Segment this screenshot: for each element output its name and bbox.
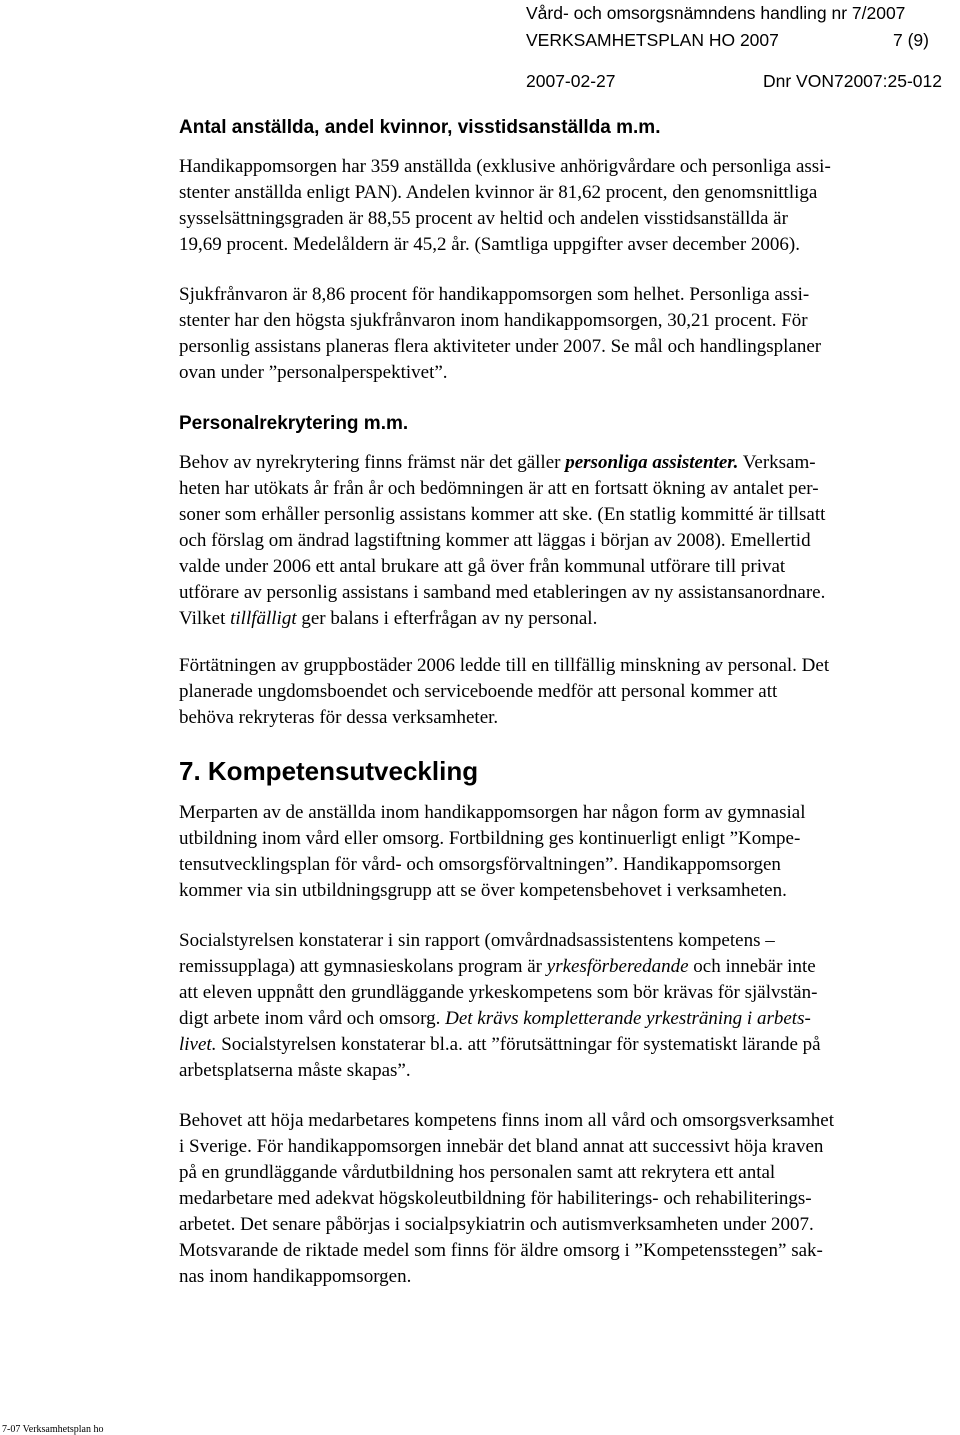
text-line: och förslag om ändrad lagstiftning kommer att läggas i början av 2008). Emellertid xyxy=(179,530,811,551)
text-line: Behovet att höja medarbetares kompetens finns inom all vård och omsorgsverksamhet xyxy=(179,1110,834,1131)
text-line: soner som erhåller personlig assistans kommer att ske. (En statlig kommitté är tillsatt xyxy=(179,504,826,525)
text-line: arbetet. Det senare påbörjas i socialpsykiatrin och autismverksamheten under 2007. xyxy=(179,1214,814,1235)
paragraph-sick-leave xyxy=(179,282,821,386)
text-line: kommer via sin utbildningsgrupp att se över kompetensbehovet i verksamheten. xyxy=(179,880,787,901)
text-line xyxy=(179,954,821,980)
paragraph-education-level xyxy=(179,800,805,904)
text-run: Vilket xyxy=(179,608,231,629)
text-run: Verksam- xyxy=(738,452,816,473)
diary-number: Dnr VON72007:25-012 xyxy=(763,71,942,91)
paragraph-social-board-report xyxy=(179,928,821,1084)
section-heading-staff: Antal anställda, andel kvinnor, visstidsanställda m.m. xyxy=(179,117,661,138)
text-line: medarbetare med adekvat högskoleutbildning för habiliterings- och rehabiliterings- xyxy=(179,1188,812,1209)
text-line: Merparten av de anställda inom handikappomsorgen har någon form av gymnasial xyxy=(179,802,806,823)
text-line: Handikappomsorgen har 359 anställda (exklusive anhörigvårdare och personliga assi- xyxy=(179,156,831,177)
text-line: Motsvarande de riktade medel som finns för äldre omsorg i ”Kompetensstegen” sak- xyxy=(179,1240,823,1261)
paragraph-group-housing xyxy=(179,653,829,731)
paragraph-staff-stats xyxy=(179,154,831,258)
text-line: Förtätningen av gruppbostäder 2006 ledde till en tillfällig minskning av personal. Det xyxy=(179,655,830,676)
section-heading-competence: 7. Kompetensutveckling xyxy=(179,756,479,786)
text-line: Sjukfrånvaron är 8,86 procent för handikappomsorgen som helhet. Personliga assi- xyxy=(179,284,810,305)
emphasis-text: yrkesförberedande xyxy=(546,956,689,977)
text-run: remissupplaga) att gymnasieskolans program är xyxy=(179,956,547,977)
document-date: 2007-02-27 xyxy=(526,71,616,91)
text-line: utbildning inom vård eller omsorg. Fortbildning ges kontinuerligt enligt ”Kompe- xyxy=(179,828,801,849)
section-heading-recruitment: Personalrekrytering m.m. xyxy=(179,413,409,434)
text-line: personlig assistans planeras flera aktiviteter under 2007. Se mål och handlingsplaner xyxy=(179,336,822,357)
text-line: i Sverige. För handikappomsorgen innebär det bland annat att successivt höja kraven xyxy=(179,1136,824,1157)
text-run: och innebär inte xyxy=(688,956,816,977)
emphasis-text: Det krävs kompletterande yrkesträning i arbets- xyxy=(445,1008,811,1029)
text-line xyxy=(179,606,825,632)
text-line: tensutvecklingsplan för vård- och omsorgsförvaltningen”. Handikappomsorgen xyxy=(179,854,781,875)
emphasis-text: livet. xyxy=(179,1034,217,1055)
plan-title: VERKSAMHETSPLAN HO 2007 xyxy=(526,30,779,50)
text-line: att eleven uppnått den grundläggande yrkeskompetens som bör krävas för självstän- xyxy=(179,982,818,1003)
text-line: nas inom handikappomsorgen. xyxy=(179,1266,412,1287)
text-line: sysselsättningsgraden är 88,55 procent av heltid och andelen visstidsanställda är xyxy=(179,208,788,229)
text-line xyxy=(179,1006,821,1032)
text-line: ovan under ”personalperspektivet”. xyxy=(179,362,448,383)
text-line xyxy=(179,1032,821,1058)
text-line: valde under 2006 ett antal brukare att gå över från kommunal utförare till privat xyxy=(179,556,786,577)
text-line: stenter anställda enligt PAN). Andelen kvinnor är 81,62 procent, den genomsnittliga xyxy=(179,182,818,203)
text-line: heten har utökats år från år och bedömningen är att en fortsatt ökning av antalet per- xyxy=(179,478,819,499)
text-run: Behov av nyrekrytering finns främst när det gäller xyxy=(179,452,566,473)
text-run: ger balans i efterfrågan av ny personal. xyxy=(296,608,598,629)
text-run: digt arbete inom vård och omsorg. xyxy=(179,1008,446,1029)
text-run: Socialstyrelsen konstaterar bl.a. att ”förutsättningar för systematiskt lärande på xyxy=(216,1034,821,1055)
text-line: planerade ungdomsboendet och serviceboende medför att personal kommer att xyxy=(179,681,778,702)
text-line: arbetsplatserna måste skapas”. xyxy=(179,1060,411,1081)
text-line xyxy=(179,450,825,476)
text-line: på en grundläggande vårdutbildning hos personalen samt att rekrytera ett antal xyxy=(179,1162,776,1183)
page-number: 7 (9) xyxy=(893,30,929,50)
emphasis-text: personliga assistenter. xyxy=(565,452,739,473)
text-line: utförare av personlig assistans i samband med etableringen av ny assistansanordnare. xyxy=(179,582,826,603)
text-line: Socialstyrelsen konstaterar i sin rapport (omvårdnadsassistentens kompetens – xyxy=(179,930,775,951)
paragraph-competence-needs xyxy=(179,1108,834,1290)
emphasis-text: tillfälligt xyxy=(230,608,297,629)
text-line: stenter har den högsta sjukfrånvaron inom handikappomsorgen, 30,21 procent. För xyxy=(179,310,808,331)
paragraph-recruitment-needs xyxy=(179,450,825,632)
text-line: 19,69 procent. Medelåldern är 45,2 år. (Samtliga uppgifter avser december 2006). xyxy=(179,234,800,255)
document-title: Vård- och omsorgsnämndens handling nr 7/2007 xyxy=(526,3,906,23)
text-line: behöva rekryteras för dessa verksamheter. xyxy=(179,707,499,728)
footer-file-label: 7-07 Verksamhetsplan ho xyxy=(2,1424,104,1435)
